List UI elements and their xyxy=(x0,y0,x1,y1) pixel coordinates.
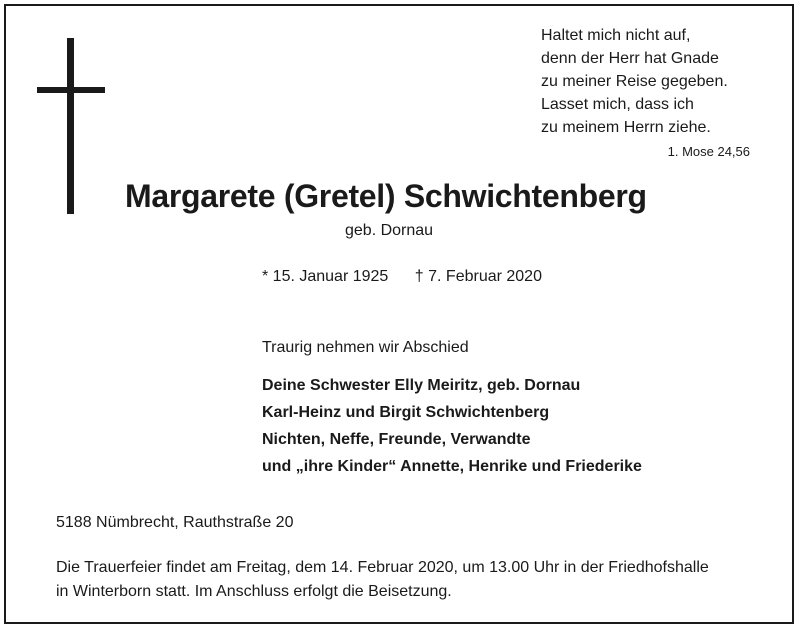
verse-line: denn der Herr hat Gnade xyxy=(541,50,719,67)
death-date: † 7. Februar 2020 xyxy=(414,268,542,285)
verse-line: Haltet mich nicht auf, xyxy=(541,27,691,44)
verse-line: zu meiner Reise gegeben. xyxy=(541,73,728,90)
notice-line: Die Trauerfeier findet am Freitag, dem 14. Februar 2020, um 13.00 Uhr in der Friedhofshalle xyxy=(56,559,709,576)
cross-icon xyxy=(37,38,105,214)
mourners-list xyxy=(262,372,642,480)
mourner-line: und „ihre Kinder“ Annette, Henrike und Friederike xyxy=(262,458,642,475)
maiden-name: geb. Dornau xyxy=(345,222,434,239)
cross-horizontal-bar xyxy=(37,87,105,93)
bible-verse xyxy=(541,24,771,139)
mourner-line: Nichten, Neffe, Freunde, Verwandte xyxy=(262,431,531,448)
verse-line: Lasset mich, dass ich xyxy=(541,96,694,113)
cross-vertical-bar xyxy=(67,38,74,214)
family-address: 5188 Nümbrecht, Rauthstraße 20 xyxy=(56,514,294,531)
notice-line: in Winterborn statt. Im Anschluss erfolgt die Beisetzung. xyxy=(56,583,452,600)
birth-date: * 15. Januar 1925 xyxy=(262,268,389,285)
life-dates xyxy=(262,268,542,286)
farewell-text: Traurig nehmen wir Abschied xyxy=(262,339,469,356)
mourner-line: Deine Schwester Elly Meiritz, geb. Dornau xyxy=(262,377,581,394)
funeral-notice xyxy=(56,556,776,604)
verse-reference: 1. Mose 24,56 xyxy=(667,144,750,159)
deceased-name: Margarete (Gretel) Schwichtenberg xyxy=(125,178,647,214)
verse-line: zu meinem Herrn ziehe. xyxy=(541,119,711,136)
mourner-line: Karl-Heinz und Birgit Schwichtenberg xyxy=(262,404,550,421)
